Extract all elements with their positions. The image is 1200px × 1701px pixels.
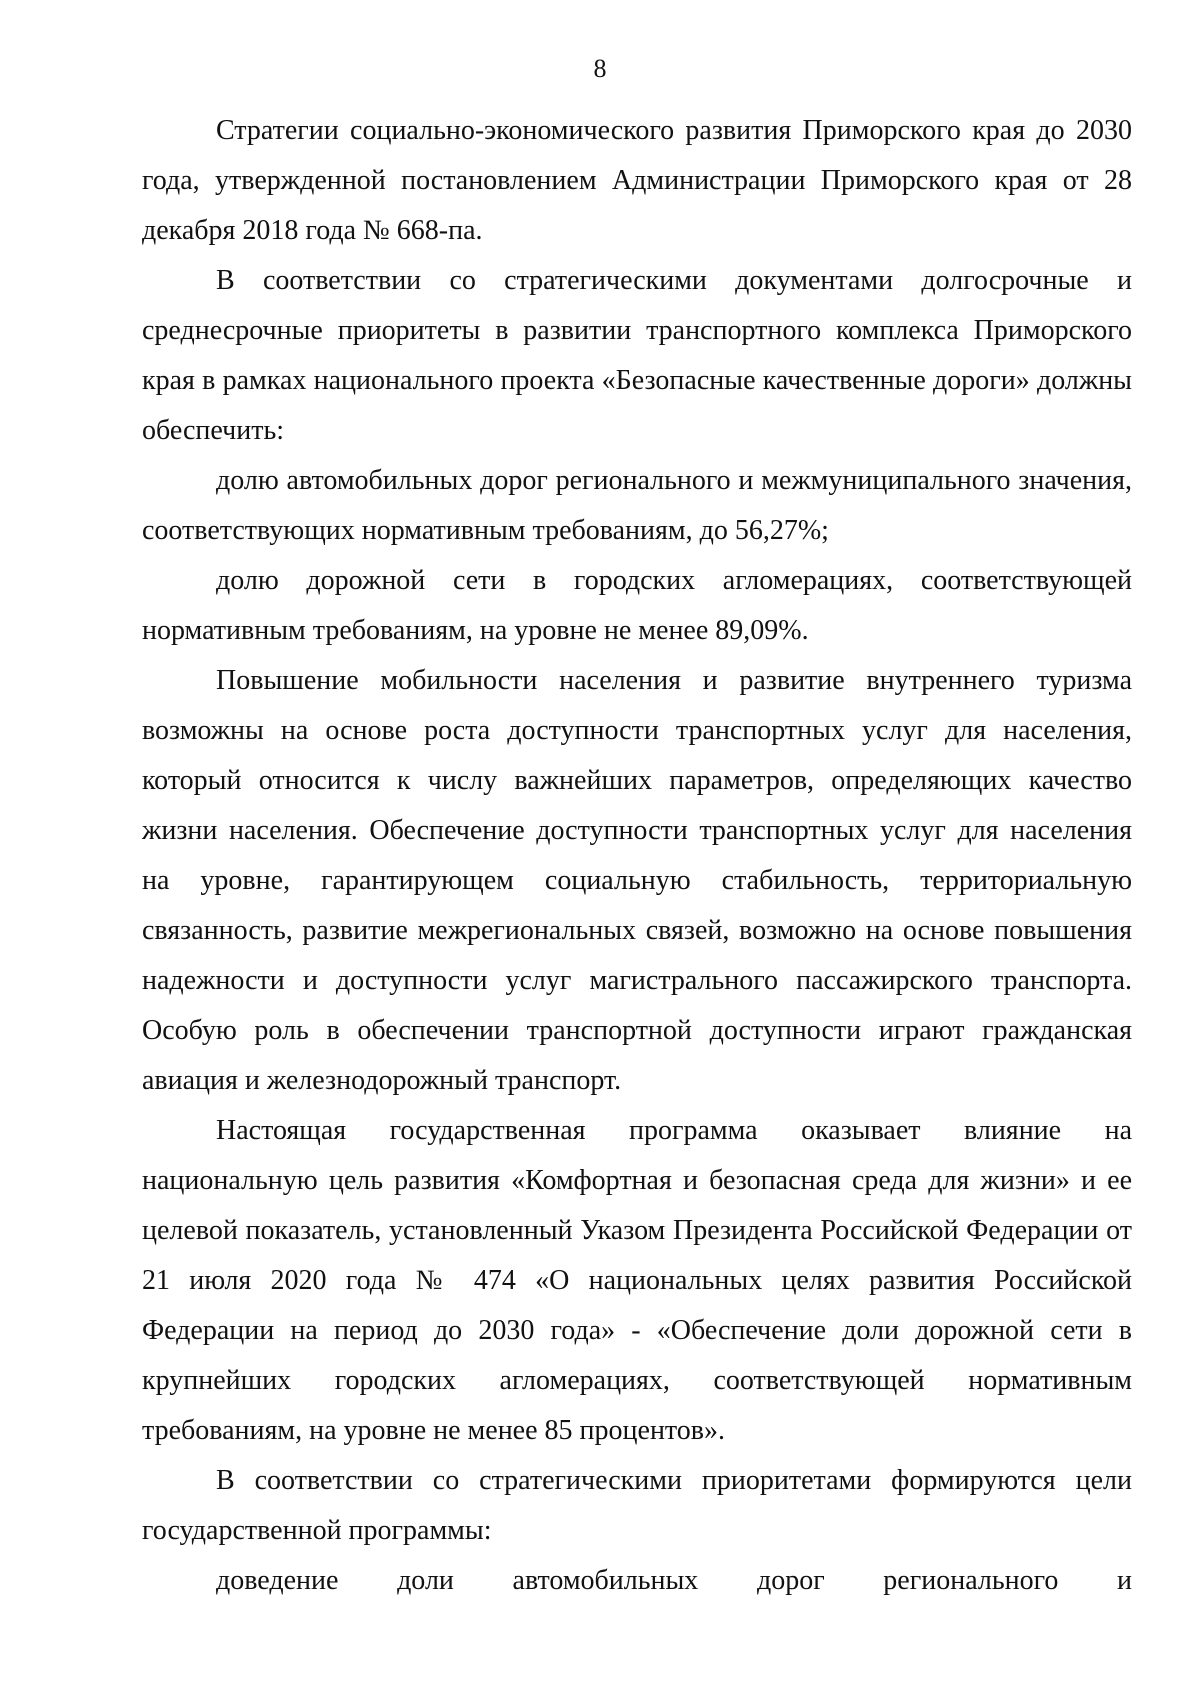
paragraph-agglomeration-share-target: долю дорожной сети в городских агломерациях, соответствующей нормативным требованиям, на уровне не менее 89,09%. bbox=[142, 565, 1132, 646]
paragraph-strategic-priorities: В соответствии со стратегическими документами долгосрочные и среднесрочные приоритеты в развитии транспортного комплекса Приморского края в рамках национального проекта «Безопасные качественные дороги» должны обеспечить: bbox=[142, 265, 1132, 446]
paragraph-goal-continuation: доведение доли автомобильных дорог регионального и bbox=[216, 1565, 1132, 1596]
paragraph-national-goal: Настоящая государственная программа оказывает влияние на национальную цель развития «Комфортная и безопасная среда для жизни» и ее целевой показатель, установленный Указом Президента Российской Федерации от 21 июля 2020 года № 474 «О национальных целях развития Российской Федерации на период до 2030 года» - «Обеспечение доли дорожной сети в крупнейших городских агломерациях, соответствующей нормативным требованиям, на уровне не менее 85 процентов». bbox=[142, 1115, 1132, 1446]
paragraph-strategy-reference: Стратегии социально-экономического развития Приморского края до 2030 года, утвержденной постановлением Администрации Приморского края от 28 декабря 2018 года № 668-па. bbox=[142, 115, 1132, 246]
paragraph-program-goals: В соответствии со стратегическими приоритетами формируются цели государственной программы: bbox=[142, 1465, 1132, 1546]
page-number: 8 bbox=[593, 54, 607, 83]
paragraph-mobility: Повышение мобильности населения и развитие внутреннего туризма возможны на основе роста доступности транспортных услуг для населения, который относится к числу важнейших параметров, определяющих качество жизни населения. Обеспечение доступности транспортных услуг для населения на уровне, гарантирующем социальную стабильность, территориальную связанность, развитие межрегиональных связей, возможно на основе повышения надежности и доступности услуг магистрального пассажирского транспорта. Особую роль в обеспечении транспортной доступности играют гражданская авиация и железнодорожный транспорт. bbox=[142, 665, 1132, 1096]
paragraph-road-share-target: долю автомобильных дорог регионального и межмуниципального значения, соответствующих нормативным требованиям, до 56,27%; bbox=[142, 465, 1132, 546]
body-text bbox=[142, 106, 1132, 1606]
